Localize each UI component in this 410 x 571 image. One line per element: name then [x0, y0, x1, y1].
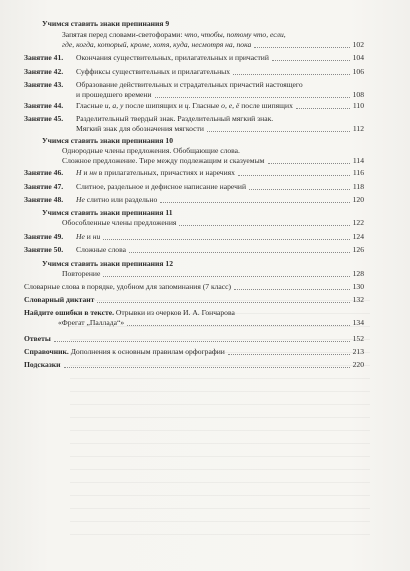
- leader-dots: [249, 188, 350, 190]
- page-number: 112: [352, 124, 364, 133]
- entry-text: Однородные члены предложения. Обобщающие слова.: [62, 146, 240, 155]
- leader-dots: [272, 59, 350, 61]
- entry-title: [24, 360, 61, 370]
- entry-title: [24, 295, 94, 305]
- entry-text: и, а, у: [104, 101, 124, 110]
- entry-text: Не: [76, 195, 85, 204]
- entry-text: Суффиксы существительных и прилагательных: [76, 67, 231, 76]
- page-number: 134: [352, 318, 364, 327]
- entry-title: [24, 282, 231, 292]
- entry-text: Н: [76, 168, 82, 177]
- leader-dots: [127, 324, 349, 326]
- entry-text: что, чтобы, потому что, если,: [184, 30, 286, 39]
- page-number: 116: [352, 168, 364, 177]
- page-number: 110: [352, 101, 364, 110]
- entry-title: [76, 101, 293, 111]
- entry-text: Не: [76, 232, 85, 241]
- section-heading: Учимся ставить знаки препинания 11: [42, 208, 173, 217]
- lesson-number: Занятие 46.: [24, 168, 64, 177]
- entry-text: и: [81, 168, 90, 177]
- entry-text: Обособленные члены предложения: [62, 218, 177, 227]
- page-number: 114: [352, 156, 364, 165]
- entry-text: Мягкий знак для обозначения мягкости: [76, 124, 204, 133]
- lesson-number: Занятие 43.: [24, 80, 64, 89]
- entry-text: Запятая перед словами-светофорами:: [62, 30, 185, 39]
- lesson-number: Занятие 50.: [24, 245, 64, 254]
- entry-text: и: [84, 232, 93, 241]
- entry-text: Образование действительных и страдательных причастий настоящего: [76, 80, 303, 89]
- leader-dots: [103, 275, 349, 277]
- section-heading: Учимся ставить знаки препинания 12: [42, 259, 174, 268]
- lesson-number: Занятие 45.: [24, 114, 64, 123]
- leader-dots: [234, 288, 350, 290]
- page-number: 124: [352, 232, 364, 241]
- entry-title: [76, 182, 246, 192]
- entry-title: [62, 146, 240, 156]
- page-number: 152: [352, 334, 364, 343]
- lesson-number: Занятие 47.: [24, 182, 64, 191]
- entry-text: в прилагательных, причастиях и наречиях: [96, 168, 235, 177]
- entry-text: Ответы: [24, 334, 51, 343]
- entry-text: Отрывки из очерков И. А. Гончарова: [113, 308, 235, 317]
- leader-dots: [254, 46, 349, 48]
- entry-text: Гласные: [76, 101, 105, 110]
- leader-dots: [155, 96, 350, 98]
- entry-text: слитно или раздельно: [84, 195, 158, 204]
- entry-title: [76, 124, 204, 134]
- lesson-number: Занятие 44.: [24, 101, 64, 110]
- entry-title: [24, 334, 51, 344]
- entry-text: где, когда, который, кроме, хотя, куда, несмотря на, пока: [62, 40, 252, 49]
- entry-title: [76, 232, 100, 242]
- entry-title: [24, 347, 225, 357]
- entry-text: ни: [92, 232, 101, 241]
- entry-text: и прошедшего времени: [76, 90, 152, 99]
- entry-title: [62, 40, 251, 50]
- page-number: 220: [352, 360, 364, 369]
- entry-title: [76, 67, 230, 77]
- entry-title: [62, 218, 176, 228]
- entry-text: после шипящих: [239, 101, 293, 110]
- page-number: 126: [352, 245, 364, 254]
- leader-dots: [296, 107, 350, 109]
- lesson-number: Занятие 48.: [24, 195, 64, 204]
- entry-text: ц: [184, 101, 189, 110]
- entry-text: после шипящих и: [123, 101, 185, 110]
- leader-dots: [54, 340, 350, 342]
- page-number: 104: [352, 53, 364, 62]
- entry-text: . Гласные: [188, 101, 222, 110]
- page-number: 130: [352, 282, 364, 291]
- entry-text: Сложное предложение. Тире между подлежащим и сказуемым: [62, 156, 265, 165]
- entry-title: [76, 114, 273, 124]
- leader-dots: [207, 130, 350, 132]
- entry-text: Словарный диктант: [24, 295, 95, 304]
- leader-dots: [64, 366, 350, 368]
- leader-dots: [228, 353, 350, 355]
- entry-title: [76, 80, 303, 90]
- entry-text: Окончания существительных, прилагательных и причастий: [76, 53, 269, 62]
- lesson-number: Занятие 42.: [24, 67, 64, 76]
- entry-title: [62, 30, 286, 40]
- entry-title: [76, 245, 126, 255]
- entry-text: нн: [89, 168, 97, 177]
- entry-text: Справочник.: [24, 347, 69, 356]
- entry-text: Повторение: [62, 269, 101, 278]
- lesson-number: Занятие 49.: [24, 232, 64, 241]
- leader-dots: [160, 201, 349, 203]
- page-number: 122: [352, 218, 364, 227]
- section-heading: Учимся ставить знаки препинания 9: [42, 19, 170, 28]
- leader-dots: [238, 174, 350, 176]
- entry-text: о, е, ё: [221, 101, 240, 110]
- entry-text: Разделительный твердый знак. Разделительный мягкий знак.: [76, 114, 274, 123]
- entry-title: [76, 90, 152, 100]
- leader-dots: [268, 162, 350, 164]
- page-number: 108: [352, 90, 364, 99]
- page-number: 118: [352, 182, 364, 191]
- entry-text: Словарные слова в порядке, удобном для запоминания (7 класс): [24, 282, 232, 291]
- entry-title: [62, 156, 265, 166]
- entry-title: [58, 318, 124, 328]
- leader-dots: [233, 73, 350, 75]
- page-number: 213: [352, 347, 364, 356]
- leader-dots: [103, 238, 349, 240]
- leader-dots: [129, 251, 350, 253]
- entry-text: Подсказки: [24, 360, 61, 369]
- page-number: 132: [352, 295, 364, 304]
- page-number: 120: [352, 195, 364, 204]
- entry-title: [76, 195, 157, 205]
- entry-title: [76, 168, 235, 178]
- entry-text: Сложные слова: [76, 245, 126, 254]
- section-heading: Учимся ставить знаки препинания 10: [42, 136, 174, 145]
- bleed-through-text: [70, 300, 370, 540]
- lesson-number: Занятие 41.: [24, 53, 64, 62]
- entry-title: [76, 53, 269, 63]
- entry-title: [62, 269, 100, 279]
- entry-text: «Фрегат „Паллада“»: [58, 318, 125, 327]
- entry-text: Найдите ошибки в тексте.: [24, 308, 114, 317]
- page-number: 106: [352, 67, 364, 76]
- entry-text: Слитное, раздельное и дефисное написание наречий: [76, 182, 247, 191]
- entry-text: Дополнения к основным правилам орфографии: [68, 347, 225, 356]
- leader-dots: [97, 301, 349, 303]
- leader-dots: [179, 224, 349, 226]
- page-number: 102: [352, 40, 364, 49]
- page-number: 128: [352, 269, 364, 278]
- entry-title: [24, 308, 235, 318]
